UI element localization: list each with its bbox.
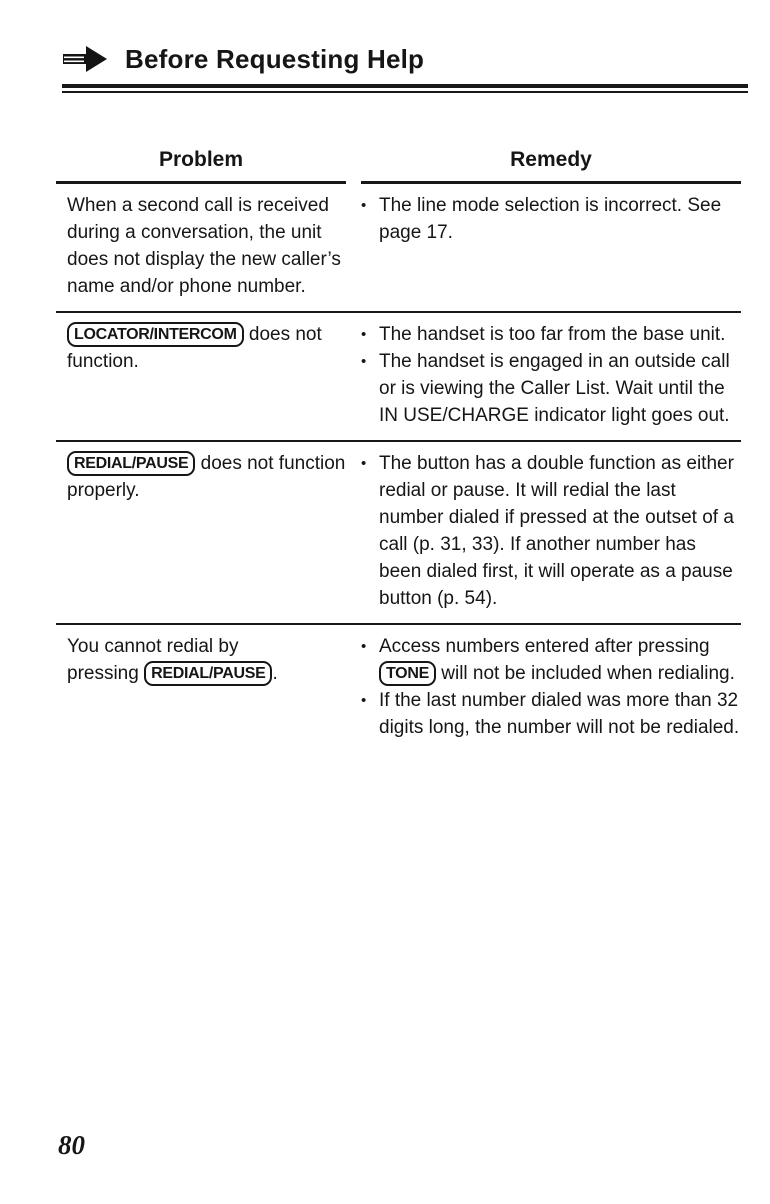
table-header-row xyxy=(56,148,741,184)
column-header-problem: Problem xyxy=(56,148,346,184)
page-title: Before Requesting Help xyxy=(125,43,425,74)
remedy-item xyxy=(361,321,741,348)
remedy-text: The line mode selection is incorrect. See page 17. xyxy=(379,195,722,243)
problem-cell xyxy=(56,192,346,300)
problem-text: does not function properly. xyxy=(67,453,346,501)
troubleshooting-table xyxy=(56,148,741,752)
problem-text: pressing xyxy=(67,663,145,684)
problem-cell xyxy=(56,633,346,741)
remedy-text: Access numbers entered after pressing xyxy=(379,636,710,657)
remedy-cell xyxy=(361,321,741,429)
problem-text: does not function. xyxy=(67,324,322,372)
table-body xyxy=(56,184,741,752)
page-number: 80 xyxy=(58,1130,85,1160)
redial-pause-key-label: REDIAL/PAUSE xyxy=(67,451,195,476)
problem-cell xyxy=(56,450,346,612)
page-header xyxy=(62,44,748,93)
remedy-item xyxy=(361,192,741,246)
tone-key-label: TONE xyxy=(379,661,436,686)
redial-pause-key-label: REDIAL/PAUSE xyxy=(144,661,272,686)
remedy-cell xyxy=(361,450,741,612)
block-right-arrow-icon xyxy=(62,44,108,74)
bullet-icon: • xyxy=(361,326,367,343)
problem-text: You cannot redial by xyxy=(67,636,239,657)
locator-intercom-key-label: LOCATOR/INTERCOM xyxy=(67,322,244,347)
table-row xyxy=(56,623,741,752)
bullet-icon: • xyxy=(361,692,367,709)
title-divider xyxy=(62,84,748,93)
problem-text: . xyxy=(272,663,278,684)
remedy-text: The handset is too far from the base unit. xyxy=(379,324,726,345)
remedy-text: The button has a double function as either redial or pause. It will redial the last number dialed if pressed at the outset of a call (p. 31, 33). If another number has been dialed first, it will operate as a pause button (p. 54). xyxy=(379,453,734,609)
remedy-item xyxy=(361,450,741,612)
remedy-cell xyxy=(361,192,741,300)
remedy-text: will not be included when redialing. xyxy=(435,663,735,684)
bullet-icon: • xyxy=(361,353,367,370)
bullet-icon: • xyxy=(361,455,367,472)
remedy-item xyxy=(361,687,741,741)
remedy-text: If the last number dialed was more than 32 digits long, the number will not be redialed. xyxy=(379,690,740,738)
remedy-item xyxy=(361,348,741,429)
remedy-cell xyxy=(361,633,741,741)
remedy-item xyxy=(361,633,741,687)
bullet-icon: • xyxy=(361,197,367,214)
problem-cell xyxy=(56,321,346,429)
table-row xyxy=(56,184,741,311)
remedy-text: The handset is engaged in an outside call or is viewing the Caller List. Wait until the IN USE/CHARGE indicator light goes out. xyxy=(379,351,730,426)
column-header-remedy: Remedy xyxy=(361,148,741,184)
bullet-icon: • xyxy=(361,638,367,655)
problem-text: When a second call is received during a conversation, the unit does not display the new caller’s name and/or phone number. xyxy=(67,195,341,297)
table-row xyxy=(56,311,741,440)
table-row xyxy=(56,440,741,623)
